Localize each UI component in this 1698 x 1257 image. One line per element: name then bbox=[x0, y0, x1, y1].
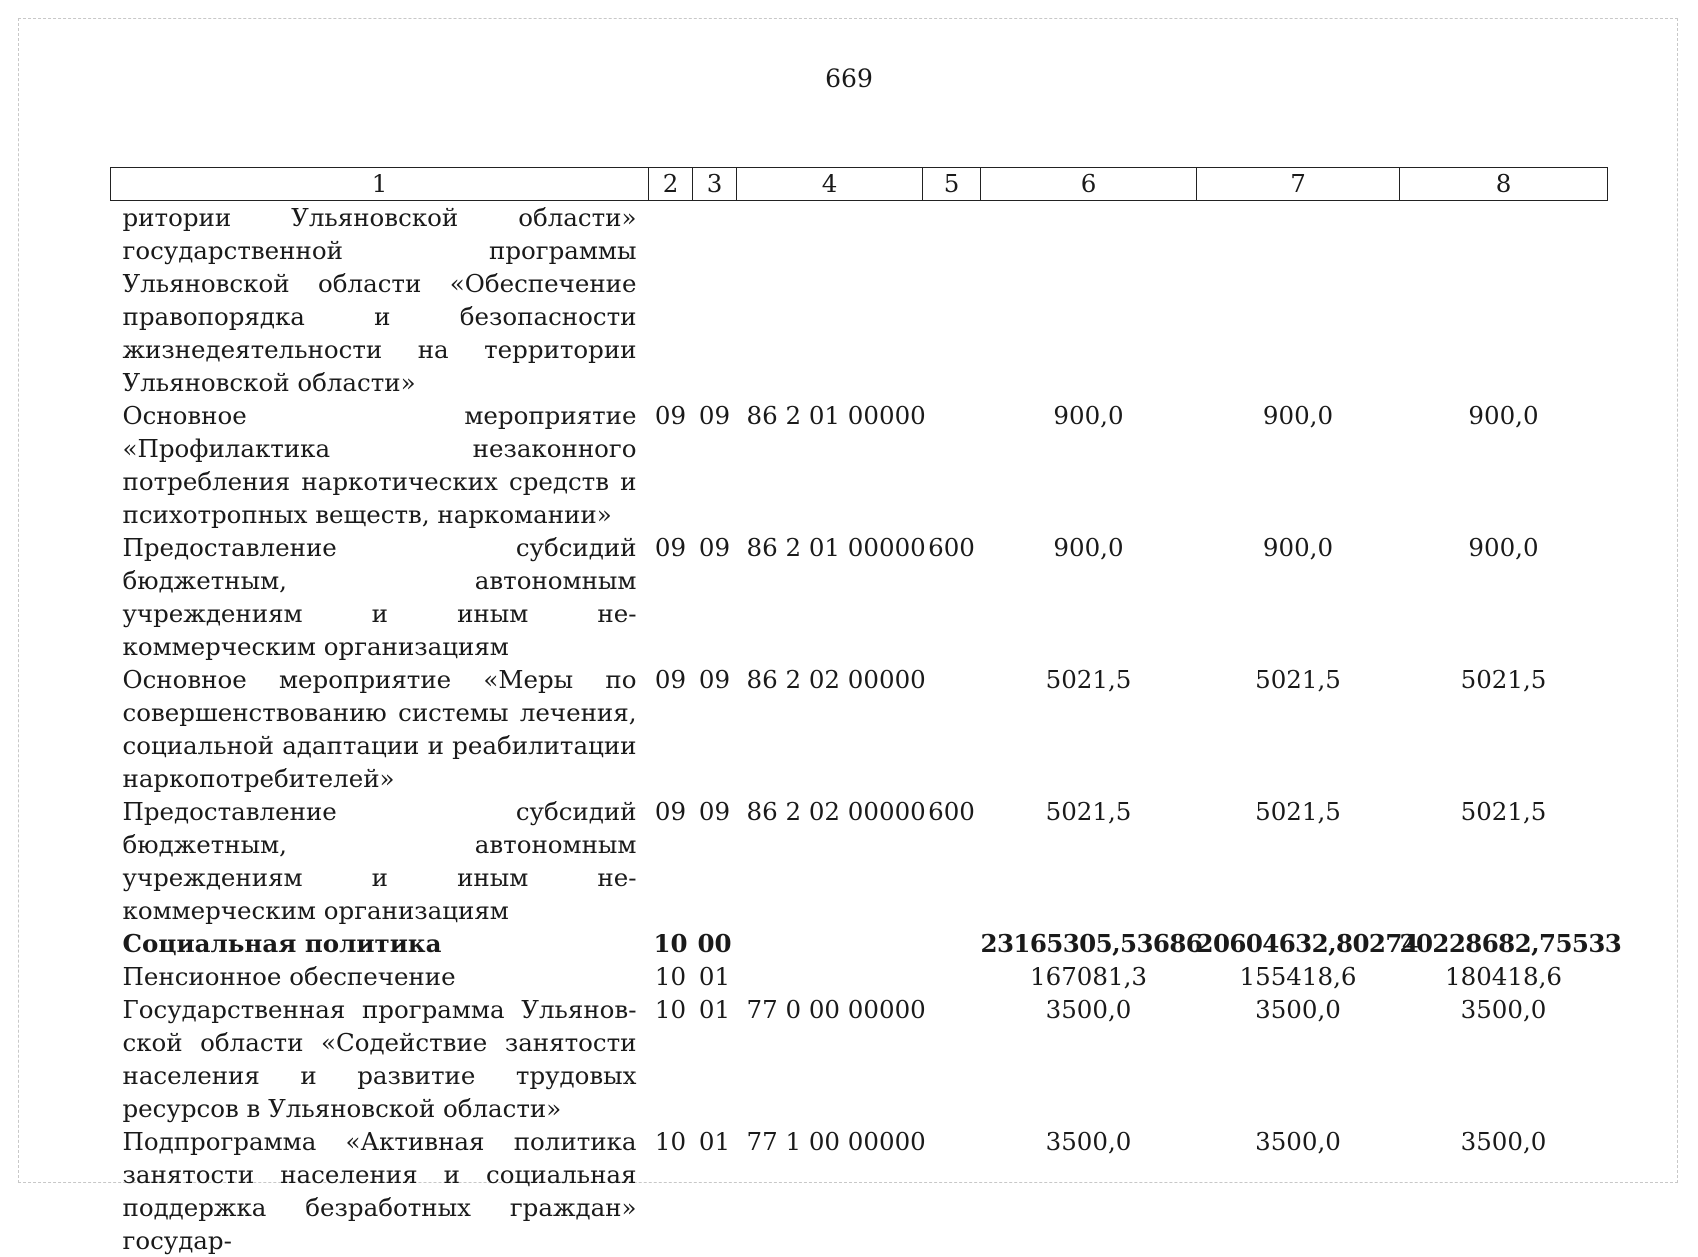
row-amount-col6: 3500,0 bbox=[981, 993, 1197, 1125]
row-amount-col7: 900,0 bbox=[1197, 399, 1400, 531]
row-amount-col6 bbox=[981, 201, 1197, 400]
row-target-article: 77 0 00 00000 bbox=[737, 993, 923, 1125]
row-amount-col8: 900,0 bbox=[1400, 531, 1608, 663]
row-section-code: 10 bbox=[649, 993, 693, 1125]
row-amount-col8: 5021,5 bbox=[1400, 795, 1608, 927]
table-row bbox=[111, 663, 1608, 795]
row-target-article: 86 2 02 00000 bbox=[737, 663, 923, 795]
row-description: Основное мероприятие «Меры по совершенствованию системы лечения, социальной адаптации и реабилитации наркопотребителей» bbox=[111, 663, 649, 795]
row-section-code: 10 bbox=[649, 927, 693, 960]
row-amount-col7: 20604632,80274 bbox=[1197, 927, 1400, 960]
row-target-article bbox=[737, 927, 923, 960]
row-expense-type bbox=[923, 201, 981, 400]
header-col-3: 3 bbox=[693, 168, 737, 201]
row-amount-col6: 900,0 bbox=[981, 399, 1197, 531]
table-row bbox=[111, 1125, 1608, 1257]
row-section-code: 09 bbox=[649, 795, 693, 927]
row-amount-col8: 900,0 bbox=[1400, 399, 1608, 531]
row-target-article: 86 2 01 00000 bbox=[737, 399, 923, 531]
header-col-5: 5 bbox=[923, 168, 981, 201]
row-subsection-code: 09 bbox=[693, 531, 737, 663]
row-amount-col8: 3500,0 bbox=[1400, 1125, 1608, 1257]
row-section-code bbox=[649, 201, 693, 400]
header-col-8: 8 bbox=[1400, 168, 1608, 201]
row-expense-type: 600 bbox=[923, 795, 981, 927]
row-target-article bbox=[737, 201, 923, 400]
row-description: Пенсионное обеспечение bbox=[111, 960, 649, 993]
row-amount-col7: 5021,5 bbox=[1197, 663, 1400, 795]
header-col-7: 7 bbox=[1197, 168, 1400, 201]
row-amount-col7: 3500,0 bbox=[1197, 1125, 1400, 1257]
row-target-article: 77 1 00 00000 bbox=[737, 1125, 923, 1257]
row-description: Государственная программа Ульяновской области «Содействие занятости населения и развитие трудовых ресурсов в Ульяновской области» bbox=[111, 993, 649, 1125]
row-section-code: 09 bbox=[649, 663, 693, 795]
row-description: ритории Ульяновской области» государственной программы Ульяновской области «Обеспечение правопорядка и безопасности жизнедеятельности на территории Ульяновской области» bbox=[111, 201, 649, 400]
row-section-code: 09 bbox=[649, 399, 693, 531]
row-subsection-code: 09 bbox=[693, 399, 737, 531]
row-amount-col6: 3500,0 bbox=[981, 1125, 1197, 1257]
header-col-2: 2 bbox=[649, 168, 693, 201]
row-amount-col6: 5021,5 bbox=[981, 663, 1197, 795]
header-col-6: 6 bbox=[981, 168, 1197, 201]
row-expense-type bbox=[923, 927, 981, 960]
row-expense-type bbox=[923, 993, 981, 1125]
row-amount-col8 bbox=[1400, 201, 1608, 400]
row-subsection-code: 01 bbox=[693, 993, 737, 1125]
header-col-1: 1 bbox=[111, 168, 649, 201]
row-amount-col8: 5021,5 bbox=[1400, 663, 1608, 795]
row-amount-col7: 155418,6 bbox=[1197, 960, 1400, 993]
row-amount-col8: 20228682,75533 bbox=[1400, 927, 1608, 960]
table-row bbox=[111, 960, 1608, 993]
row-section-code: 09 bbox=[649, 531, 693, 663]
row-description: Основное мероприятие «Профилактика незаконного потребления наркотических средств и психотропных веществ, наркомании» bbox=[111, 399, 649, 531]
row-description: Социальная политика bbox=[111, 927, 649, 960]
row-section-code: 10 bbox=[649, 1125, 693, 1257]
table-row-section-total bbox=[111, 927, 1608, 960]
row-amount-col7: 3500,0 bbox=[1197, 993, 1400, 1125]
row-section-code: 10 bbox=[649, 960, 693, 993]
row-subsection-code: 09 bbox=[693, 663, 737, 795]
row-amount-col6: 900,0 bbox=[981, 531, 1197, 663]
row-amount-col7 bbox=[1197, 201, 1400, 400]
table-header bbox=[111, 168, 1608, 201]
row-target-article: 86 2 01 00000 bbox=[737, 531, 923, 663]
row-amount-col6: 23165305,53686 bbox=[981, 927, 1197, 960]
table-row bbox=[111, 531, 1608, 663]
row-amount-col7: 900,0 bbox=[1197, 531, 1400, 663]
row-expense-type: 600 bbox=[923, 531, 981, 663]
row-description: Предоставление субсидий бюджетным, автономным учреждениям и иным некоммерческим организациям bbox=[111, 531, 649, 663]
row-expense-type bbox=[923, 1125, 981, 1257]
budget-table bbox=[110, 167, 1608, 1257]
row-expense-type bbox=[923, 399, 981, 531]
row-amount-col8: 180418,6 bbox=[1400, 960, 1608, 993]
header-row bbox=[111, 168, 1608, 201]
row-amount-col8: 3500,0 bbox=[1400, 993, 1608, 1125]
table-row bbox=[111, 795, 1608, 927]
row-subsection-code: 01 bbox=[693, 960, 737, 993]
row-description: Предоставление субсидий бюджетным, автономным учреждениям и иным некоммерческим организациям bbox=[111, 795, 649, 927]
row-subsection-code: 00 bbox=[693, 927, 737, 960]
table-body bbox=[111, 201, 1608, 1257]
row-subsection-code: 01 bbox=[693, 1125, 737, 1257]
row-target-article: 86 2 02 00000 bbox=[737, 795, 923, 927]
table-row bbox=[111, 399, 1608, 531]
row-expense-type bbox=[923, 960, 981, 993]
table-row bbox=[111, 201, 1608, 400]
row-subsection-code: 09 bbox=[693, 795, 737, 927]
page-number: 669 bbox=[0, 64, 1698, 93]
row-amount-col6: 167081,3 bbox=[981, 960, 1197, 993]
table-row bbox=[111, 993, 1608, 1125]
row-amount-col7: 5021,5 bbox=[1197, 795, 1400, 927]
row-target-article bbox=[737, 960, 923, 993]
row-description: Подпрограмма «Активная политика занятости населения и социальная поддержка безработных граждан» государ- bbox=[111, 1125, 649, 1257]
header-col-4: 4 bbox=[737, 168, 923, 201]
row-amount-col6: 5021,5 bbox=[981, 795, 1197, 927]
row-expense-type bbox=[923, 663, 981, 795]
row-subsection-code bbox=[693, 201, 737, 400]
